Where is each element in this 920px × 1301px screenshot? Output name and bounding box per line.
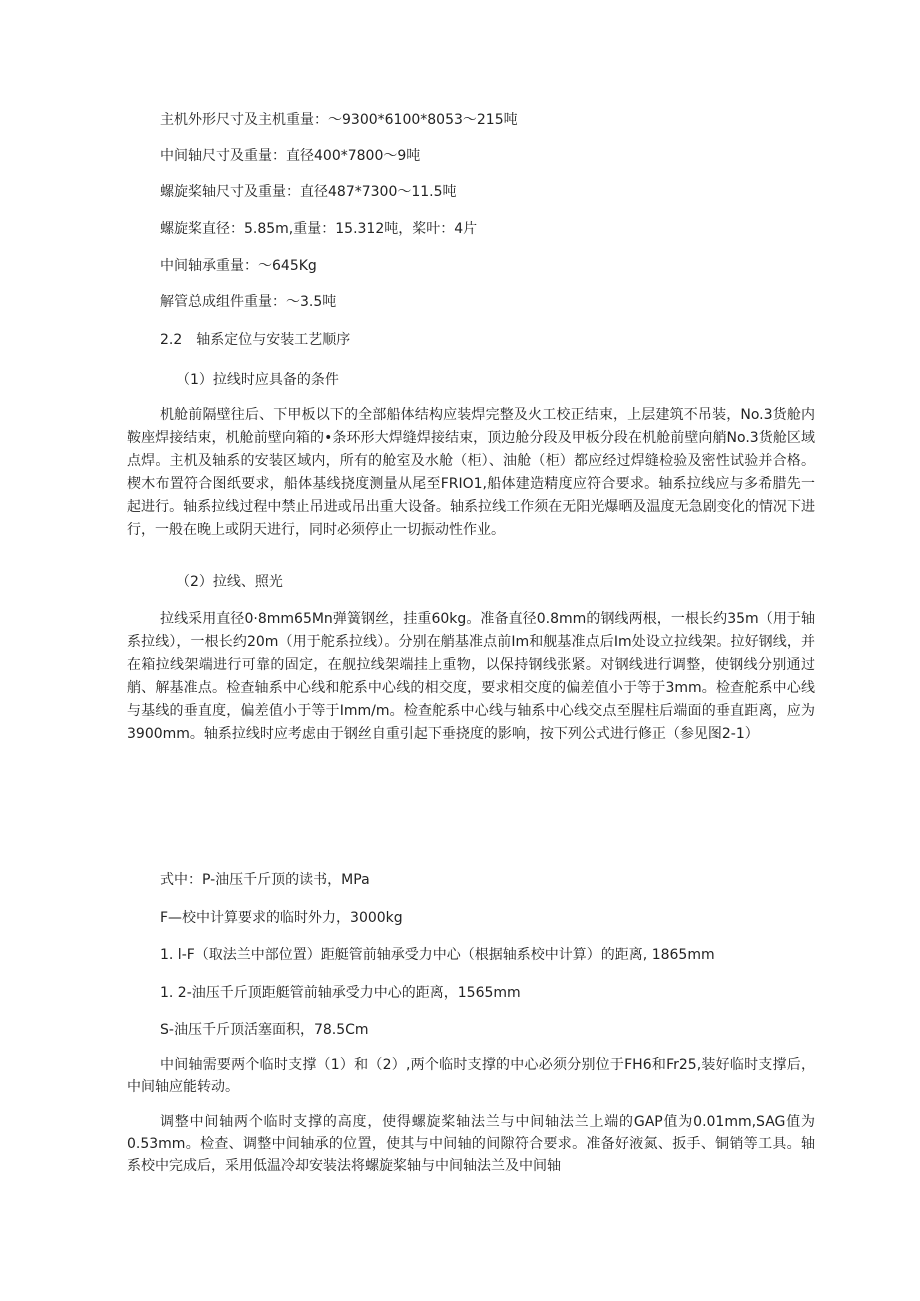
formula-note-l2: 1. 2-油压千斤顶距艇管前轴承受力中心的距离，1565mm bbox=[160, 985, 521, 1001]
formula-note-s: S-油压千斤顶活塞面积，78.5Cm bbox=[160, 1022, 369, 1038]
subsection-title-conditions: （1）拉线时应具备的条件 bbox=[176, 372, 339, 388]
spec-line-propeller-shaft: 螺旋桨轴尺寸及重量：直径487*7300～11.5吨 bbox=[160, 184, 457, 200]
formula-note-p: 式中：P-油压千斤顶的读书，MPa bbox=[160, 872, 370, 888]
spec-line-main-engine: 主机外形尺寸及主机重量：～9300*6100*8053～215吨 bbox=[160, 112, 518, 128]
spec-line-propeller: 螺旋桨直径：5.85m,重量：15.312吨，桨叶：4片 bbox=[160, 221, 478, 237]
paragraph-wire-light: 拉线采用直径0·8mm65Mn弹簧钢丝，挂重60kg。准备直径0.8mm的钢线两根，一根长约35m（用于轴系拉线），一根长约20m（用于舵系拉线）。分别在艄基准点前Im和舰基准点后Im处设立拉线架。拉好钢线，并在箱拉线架端进行可靠的固定，在舰拉线架端挂上重物，以保持钢线张紧。对钢线进行调整，使钢线分别通过艄、解基准点。检查轴系中心线和舵系中心线的相交度，要求相交度的偏差值小于等于3mm。检查舵系中心线与基线的垂直度，偏差值小于等于Imm/m。检查舵系中心线与轴系中心线交点至腥柱后端面的垂直距离，应为3900mm。轴系拉线时应考虑由于钢丝自重引起下垂挠度的影响，按下列公式进行修正（参见图2-1） bbox=[127, 611, 815, 742]
section-heading: 2.2 轴系定位与安装工艺顺序 bbox=[160, 332, 351, 348]
paragraph-adjust-supports: 调整中间轴两个临时支撑的高度，使得螺旋桨轴法兰与中间轴法兰上端的GAP值为0.01mm,SAG值为0.53mm。检查、调整中间轴承的位置，使其与中间轴的间隙符合要求。准备好液氮、扳手、铜销等工具。轴系校中完成后，采用低温冷却安装法将螺旋桨轴与中间轴法兰及中间轴 bbox=[127, 1114, 815, 1174]
subsection-title-wire-light: （2）拉线、照光 bbox=[176, 574, 283, 590]
paragraph-conditions: 机舱前隔壁往后、下甲板以下的全部船体结构应装焊完整及火工校正结束，上层建筑不吊装，No.3货舱内鞍座焊接结束，机舱前壁向箱的•条环形大焊缝焊接结束，顶边舱分段及甲板分段在机舱前壁向艄No.3货舱区域点焊。主机及轴系的安装区域内，所有的舱室及水舱（柜）、油舱（柜）都应经过焊缝检验及密性试验并合格。楔木布置符合图纸要求，船体基线挠度测量从尾至FRIO1,船体建造精度应符合要求。轴系拉线应与多希腊先一起进行。轴系拉线过程中禁止吊进或吊出重大设备。轴系拉线工作须在无阳光爆晒及温度无急剧变化的情况下进行，一般在晚上或阴天进行，同时必须停止一切振动性作业。 bbox=[127, 407, 815, 538]
paragraph-temporary-supports: 中间轴需要两个临时支撑（1）和（2）,两个临时支撑的中心必须分别位于FH6和Fr25,装好临时支撑后，中间轴应能转动。 bbox=[127, 1057, 815, 1095]
formula-note-f: F—校中计算要求的临时外力，3000kg bbox=[160, 910, 403, 926]
spec-line-intermediate-shaft: 中间轴尺寸及重量：直径400*7800～9吨 bbox=[160, 148, 421, 164]
formula-note-l1: 1. l-F（取法兰中部位置）距艇管前轴承受力中心（根据轴系校中计算）的距离, 1865mm bbox=[160, 947, 715, 963]
spec-line-tube-assembly: 解管总成组件重量：～3.5吨 bbox=[160, 294, 337, 310]
spec-line-bearing-weight: 中间轴承重量：～645Kg bbox=[160, 258, 317, 274]
